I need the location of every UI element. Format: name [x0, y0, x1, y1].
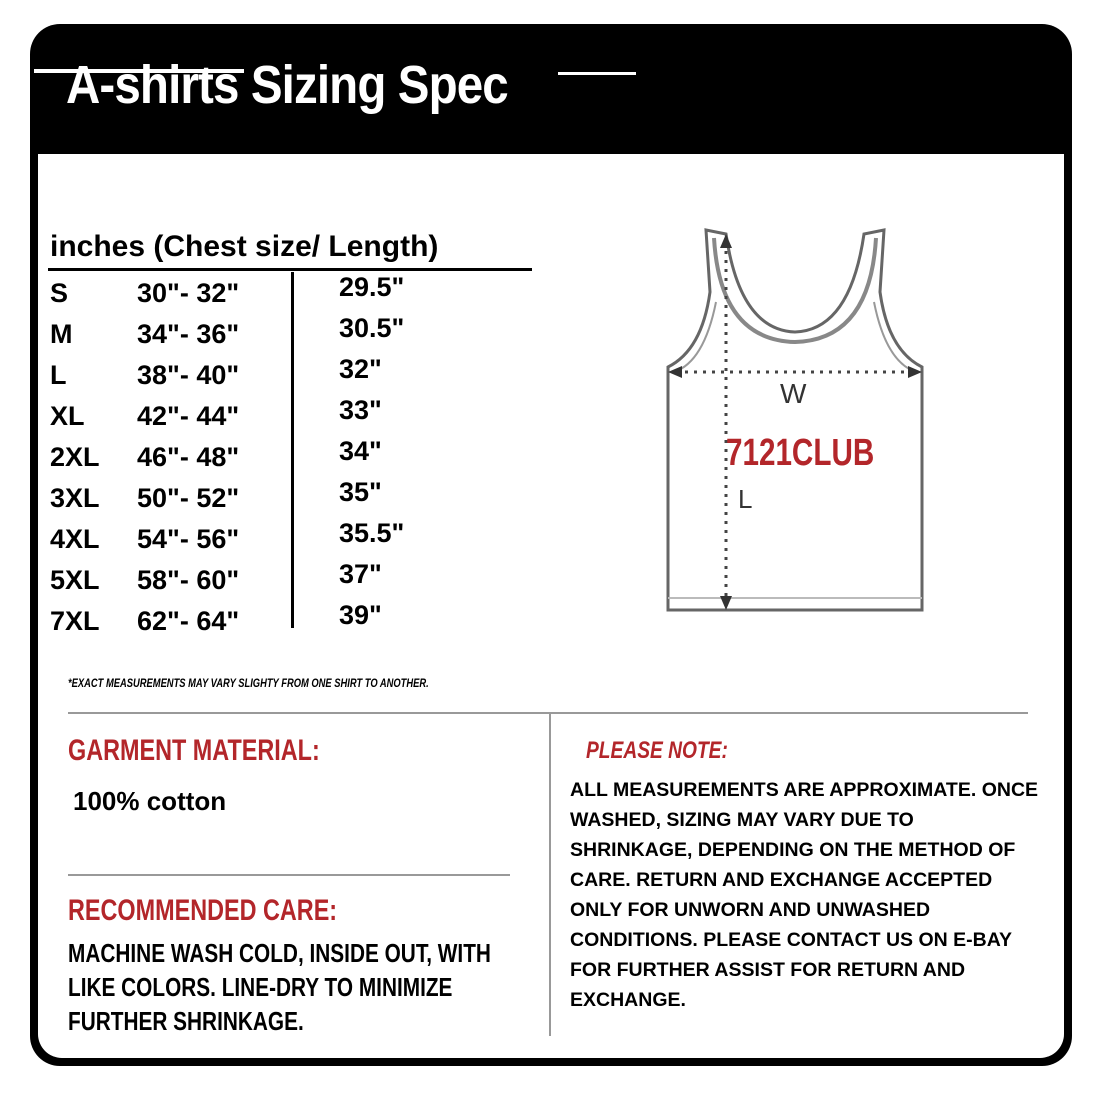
length-arrow-top — [720, 234, 732, 248]
length-cell: 29.5" — [339, 272, 405, 302]
note-text: ALL MEASUREMENTS ARE APPROXIMATE. ONCE WASHED, SIZING MAY VARY DUE TO SHRINKAGE, DEPENDING ON THE METHOD OF CARE. RETURN AND EXCHANGE ACCEPTED ONLY FOR UNWORN AND UNWASHED CONDITIONS. PLEASE CONTACT US ON E-BAY FOR FURTHER ASSIST FOR RETURN AND EXCHANGE. — [570, 779, 1039, 1011]
note-heading: PLEASE NOTE: — [586, 737, 728, 764]
size-cell: 2XL — [50, 442, 100, 472]
length-arrow-bottom — [720, 596, 732, 610]
tank-top-outline — [668, 230, 922, 610]
width-arrow-left — [668, 366, 682, 378]
table-row — [50, 354, 530, 400]
chest-cell: 58"- 60" — [137, 565, 240, 595]
width-arrow-right — [908, 366, 922, 378]
length-cell: 32" — [339, 354, 382, 384]
size-cell: 4XL — [50, 524, 100, 554]
material-value: 100% cotton — [73, 786, 227, 816]
size-table-header: inches (Chest size/ Length) — [50, 230, 439, 263]
chest-cell: 34"- 36" — [137, 319, 240, 349]
chest-cell: 42"- 44" — [137, 401, 240, 431]
size-cell: M — [50, 319, 73, 349]
size-cell: 3XL — [50, 483, 100, 513]
size-cell: L — [50, 360, 67, 390]
table-row — [50, 600, 530, 646]
length-cell: 37" — [339, 559, 382, 589]
length-cell: 34" — [339, 436, 382, 466]
chest-cell: 62"- 64" — [137, 606, 240, 636]
width-label: W — [780, 378, 807, 409]
table-row — [50, 313, 530, 359]
chest-cell: 30"- 32" — [137, 278, 240, 308]
disclaimer-text: *EXACT MEASUREMENTS MAY VARY SLIGHTY FROM ONE SHIRT TO ANOTHER. — [68, 676, 429, 690]
column-divider — [549, 714, 551, 1036]
tank-top-diagram — [660, 222, 930, 622]
length-cell: 39" — [339, 600, 382, 630]
material-heading: GARMENT MATERIAL: — [68, 734, 320, 767]
size-cell: 7XL — [50, 606, 100, 636]
table-row — [50, 518, 530, 564]
chest-cell: 54"- 56" — [137, 524, 240, 554]
chest-cell: 38"- 40" — [137, 360, 240, 390]
care-heading: RECOMMENDED CARE: — [68, 894, 338, 927]
length-cell: 33" — [339, 395, 382, 425]
table-row — [50, 436, 530, 482]
chest-cell: 50"- 52" — [137, 483, 240, 513]
length-cell: 30.5" — [339, 313, 405, 343]
length-cell: 35" — [339, 477, 382, 507]
length-label: L — [738, 484, 753, 514]
table-row — [50, 477, 530, 523]
table-row — [50, 395, 530, 441]
size-cell: S — [50, 278, 69, 308]
divider — [68, 712, 1028, 714]
title-decoration — [558, 72, 636, 75]
page-title: A-shirts Sizing Spec — [66, 55, 508, 115]
table-row — [50, 272, 530, 318]
brand-logo: 7121CLUB — [726, 432, 875, 474]
length-cell: 35.5" — [339, 518, 405, 548]
table-row — [50, 559, 530, 605]
chest-cell: 46"- 48" — [137, 442, 240, 472]
divider — [68, 874, 510, 876]
care-text: MACHINE WASH COLD, INSIDE OUT, WITH LIKE COLORS. LINE-DRY TO MINIMIZE FURTHER SHRINKAGE. — [68, 938, 491, 1036]
divider — [48, 268, 532, 271]
size-cell: 5XL — [50, 565, 100, 595]
size-cell: XL — [50, 401, 85, 431]
